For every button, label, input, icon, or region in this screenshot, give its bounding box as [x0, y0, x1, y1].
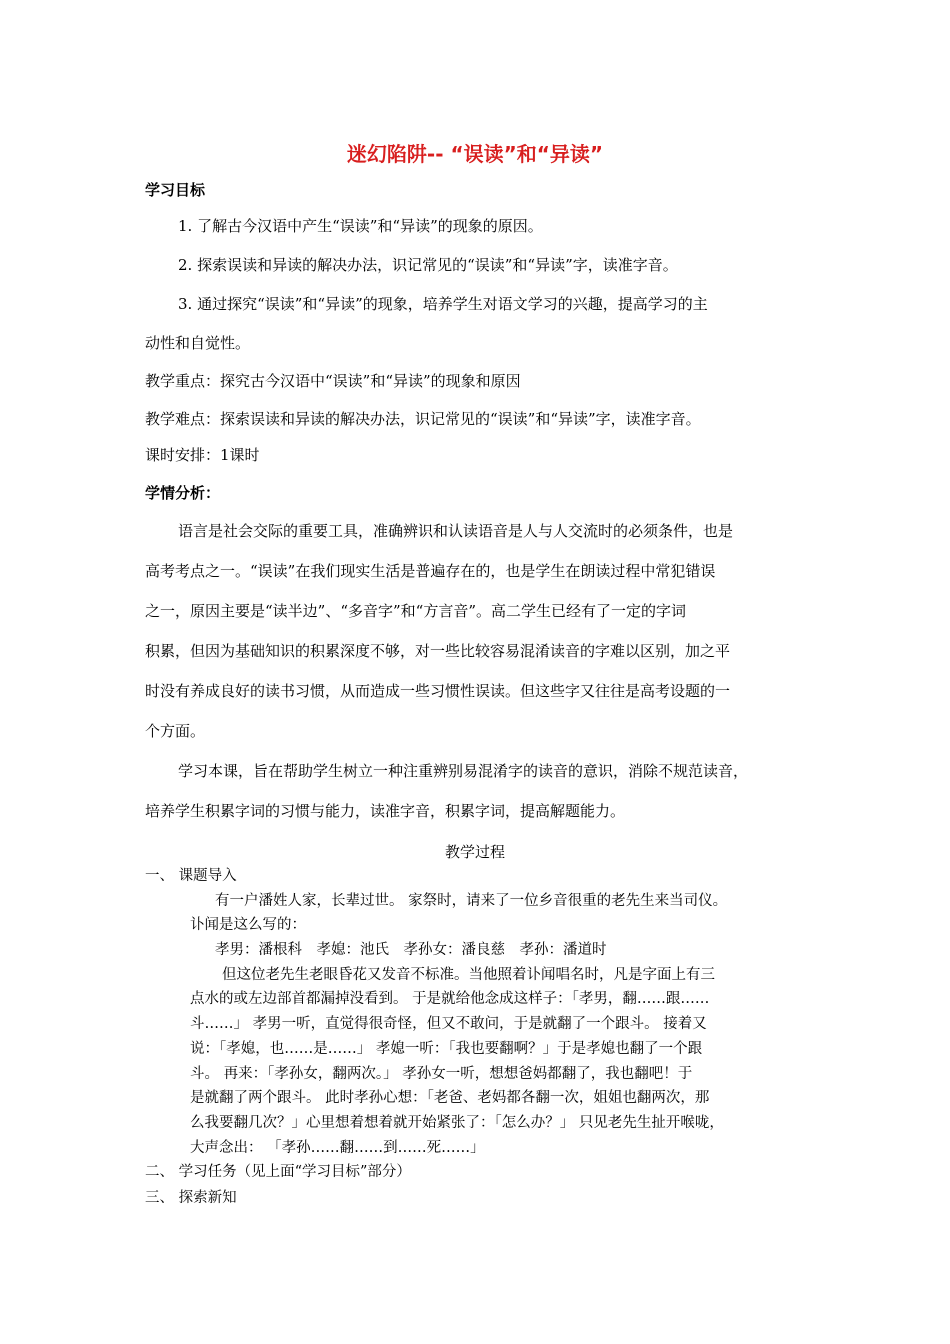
class-schedule: 课时安排：1课时 [145, 446, 260, 464]
story-line: 是就翻了两个跟斗。 此时孝孙心想：「老爸、老妈都各翻一次，姐姐也翻两次，那 [190, 1090, 710, 1106]
analysis-p2-line: 培养学生积累字词的习惯与能力，读准字音，积累字词，提高解题能力。 [145, 802, 626, 820]
story-line: 斗。 再来：「孝孙女，翻两次。」 孝孙女一听，想想爸妈都翻了，我也翻吧！于 [190, 1066, 693, 1082]
story-line: 说：「孝媳，也……是……」 孝媳一听：「我也要翻啊？」于是孝媳也翻了一个跟 [190, 1041, 703, 1057]
analysis-p1-line: 高考考点之一。“误读”在我们现实生活是普遍存在的，也是学生在朗读过程中常犯错误 [145, 562, 716, 580]
teaching-focus: 教学重点：探究古今汉语中“误读”和“异读”的现象和原因 [145, 372, 521, 390]
objective-item-3-line-2: 动性和自觉性。 [145, 334, 251, 352]
story-line: 但这位老先生老眼昏花又发音不标准。当他照着讣闻唱名时，凡是字面上有三 [222, 967, 715, 983]
story-line: 讣闻是这么写的： [190, 917, 306, 933]
story-line: 大声念出： 「孝孙……翻……到……死……」 [190, 1140, 485, 1156]
story-line: 斗……」 孝男一听，直觉得很奇怪，但又不敢问，于是就翻了一个跟斗。 接着又 [190, 1016, 707, 1032]
analysis-p2-line: 学习本课，旨在帮助学生树立一种注重辨别易混淆字的读音的意识，消除不规范读音， [178, 762, 749, 780]
analysis-p1-line: 时没有养成良好的读书习惯，从而造成一些习惯性误读。但这些字又往往是高考设题的一 [145, 682, 731, 700]
analysis-p1-line: 语言是社会交际的重要工具，准确辨识和认读语音是人与人交流时的必须条件，也是 [178, 522, 734, 540]
objective-item-2: 2. 探索误读和异读的解决办法，识记常见的“误读”和“异读”字，读准字音。 [178, 256, 678, 274]
process-heading: 教学过程 [444, 843, 505, 861]
story-line: 有一户潘姓人家，长辈过世。 家祭时，请来了一位乡音很重的老先生来当司仪。 [215, 893, 728, 909]
document-title: 迷幻陷阱-- “误读”和“异读” [346, 142, 604, 166]
section-3-heading: 三、 探索新知 [145, 1190, 237, 1206]
analysis-p1-line: 之一，原因主要是“读半边”、“多音字”和“方言音”。高二学生已经有了一定的字词 [145, 602, 687, 620]
teaching-difficulty: 教学难点：探索误读和异读的解决办法，识记常见的“误读”和“异读”字，读准字音。 [145, 410, 701, 428]
story-line: 孝男：潘根科 孝媳：池氏 孝孙女：潘良慈 孝孙：潘道时 [215, 942, 607, 958]
section-1-heading: 一、 课题导入 [145, 868, 237, 884]
analysis-heading: 学情分析： [145, 484, 221, 502]
objective-item-3-line-1: 3. 通过探究“误读”和“异读”的现象，培养学生对语文学习的兴趣，提高学习的主 [178, 295, 708, 313]
section-2-heading: 二、 学习任务（见上面“学习目标”部分） [145, 1164, 411, 1180]
analysis-p1-line: 积累，但因为基础知识的积累深度不够，对一些比较容易混淆读音的字难以区别，加之平 [145, 642, 731, 660]
analysis-p1-line: 个方面。 [145, 722, 206, 740]
story-line: 点水的或左边部首都漏掉没看到。 于是就给他念成这样子：「孝男，翻……跟…… [190, 991, 710, 1007]
objective-item-1: 1. 了解古今汉语中产生“误读”和“异读”的现象的原因。 [178, 217, 543, 235]
objectives-heading: 学习目标 [145, 181, 206, 199]
story-line: 么我要翻几次？」心里想着想着就开始紧张了：「怎么办？」 只见老先生扯开喉咙， [190, 1115, 724, 1131]
